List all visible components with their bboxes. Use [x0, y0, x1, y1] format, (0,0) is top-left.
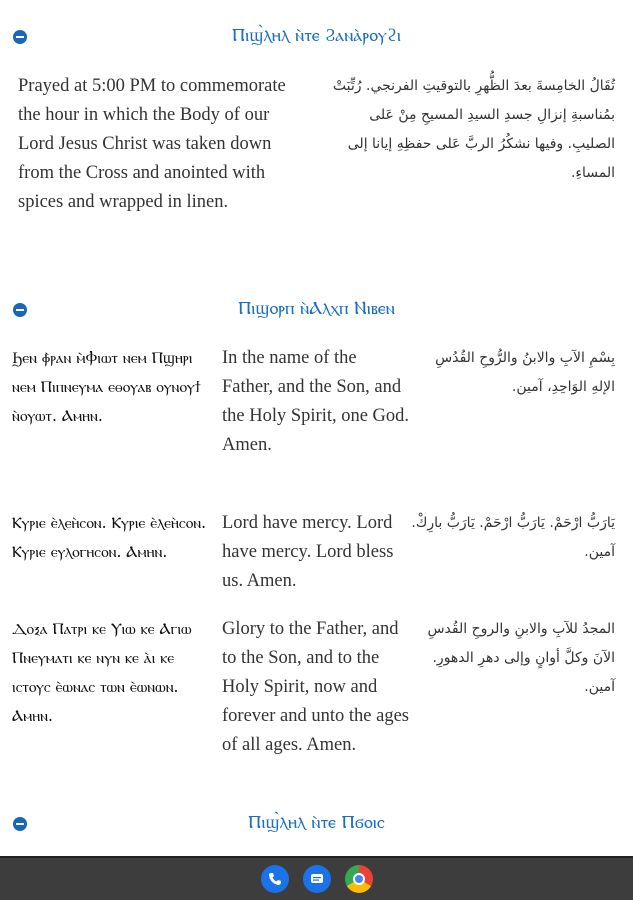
- english-text: Lord have mercy. Lord have mercy. Lord bless us. Amen.: [222, 513, 394, 591]
- arabic-text: بِسْمِ الآبِ والابنُ والرُّوحِ القُدُسِ الإلهِ الوَاحِدِ، آمين.: [435, 350, 615, 395]
- coptic-text: Ⲕⲩⲣⲓⲉ ⲉ̀ⲗⲉⲏ̀ⲥⲟⲛ. Ⲕⲩⲣⲓⲉ ⲉ̀ⲗⲉⲏ̀ⲥⲟⲛ. Ⲕⲩⲣⲓⲉ ⲉⲩⲗⲟⲅⲏⲥⲟⲛ. Ⲁⲙⲏⲛ.: [12, 514, 207, 561]
- arabic-text: يَارَبُّ ارْحَمْ. يَارَبُّ ارْحَمْ. يَارَبُّ بارِكْ. آمين.: [411, 515, 615, 560]
- section-header-lord: [0, 809, 633, 839]
- english-text: In the name of the Father, and the Son, and the Holy Spirit, one God. Amen.: [222, 348, 410, 455]
- coptic-text: Ⲇⲟⲝⲁ Ⲡⲁⲧⲣⲓ ⲕⲉ Ⲩⲓⲱ ⲕⲉ Ⲁⲅⲓⲱ Ⲡⲛⲉⲩⲙⲁⲧⲓ ⲕⲉ ⲛⲩⲛ ⲕⲉ ⲁ̀ⲓ ⲕⲉ ⲓⲥⲧⲟⲩⲥ ⲉ̀ⲱⲛⲁⲥ ⲧⲱⲛ ⲉ̀ⲱⲛⲱⲛ. Ⲁⲙⲏⲛ.: [12, 620, 192, 725]
- arabic-text: المجدُ للآبِ والابنِ والروحِ القُدسِ الآنَ وكلَّ أوانٍ وإلى دهرِ الدهورِ. آمين.: [427, 621, 615, 695]
- section-title: Ⲡⲓϣⲟⲣⲡ ⲛ̀Ⲁⲗⲭⲡ Ⲛⲓⲃⲉⲛ: [238, 298, 395, 319]
- chrome-icon[interactable]: [345, 865, 373, 893]
- english-text: Glory to the Father, and to the Son, and to the Holy Spirit, now and forever and unto the ages of all ages. Amen.: [222, 619, 409, 755]
- phone-icon[interactable]: [261, 865, 289, 893]
- section-title: Ⲡⲓϣ̀ⲗⲏⲗ ⲛ̀ⲧⲉ Ϩⲁⲛⲁ̀ⲣⲟⲩϩⲓ: [232, 25, 401, 46]
- messages-icon[interactable]: [303, 865, 331, 893]
- arabic-text: تُقَالُ الخامِسةَ بعدَ الظُّهرِ بالتوقيتِ الفرنجي. رُتِّبَتْ بمُناسبةِ إنزالِ جسدِ السيدِ المسيحِ مِنْ عَلى الصليبِ. وفيها نشكُرُ الربَّ عَلى حفظِهِ إيانا إلى المساءِ.: [332, 78, 615, 181]
- section-header-vespers: [0, 22, 633, 52]
- section-title: Ⲡⲓϣ̀ⲗⲏⲗ ⲛ̀ⲧⲉ Ⲡϭⲟⲓⲥ: [248, 812, 385, 833]
- english-text: Prayed at 5:00 PM to commemorate the hour in which the Body of our Lord Jesus Christ was taken down from the Cross and anointed with spices and wrapped in linen.: [18, 76, 286, 212]
- coptic-text: Ϧⲉⲛ ⲫ̀ⲣⲁⲛ ⲙ̀Ⲫⲓⲱⲧ ⲛⲉⲙ Ⲡϣⲏⲣⲓ ⲛⲉⲙ Ⲡⲓⲡⲛⲉⲩⲙⲁ ⲉⲑⲟⲩⲁⲃ ⲟⲩⲛⲟⲩϯ ⲛ̀ⲟⲩⲱⲧ. Ⲁⲙⲏⲛ.: [12, 349, 201, 425]
- taskbar: [0, 856, 633, 900]
- section-header-introduction: [0, 295, 633, 325]
